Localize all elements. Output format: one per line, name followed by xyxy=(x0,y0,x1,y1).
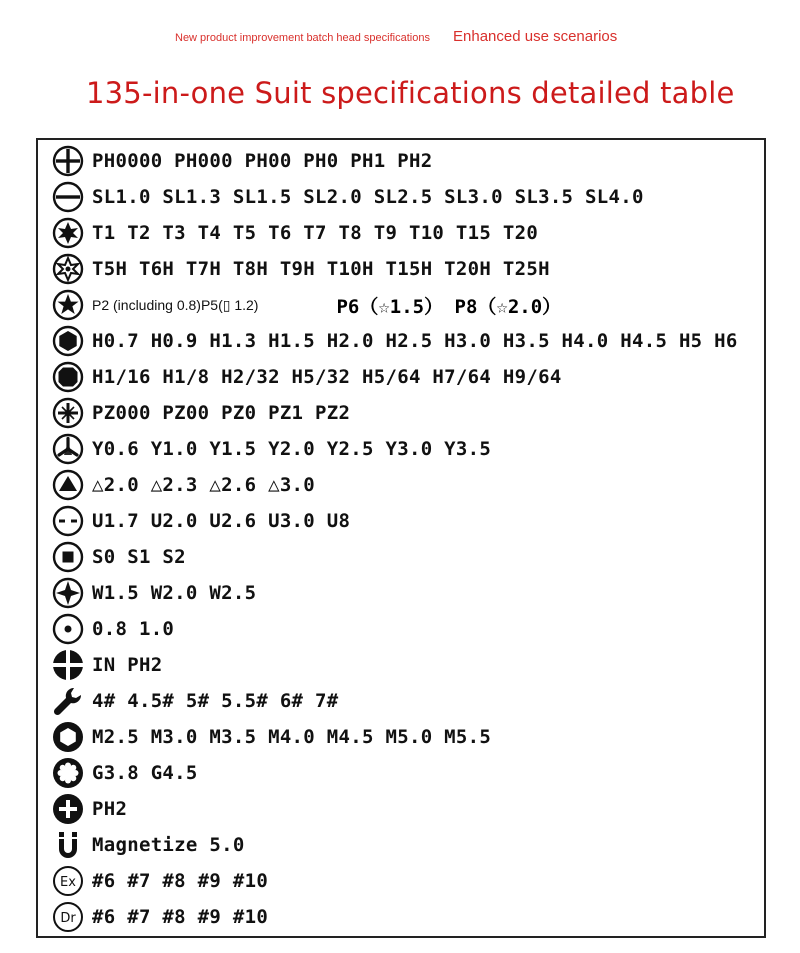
spec-row-slotted xyxy=(52,180,644,214)
spec-text: W1.5 W2.0 W2.5 xyxy=(92,582,257,604)
cross-wing-icon xyxy=(52,577,84,609)
spec-text: H1/16 H1/8 H2/32 H5/32 H5/64 H7/64 H9/64 xyxy=(92,366,562,388)
svg-text:Dr: Dr xyxy=(60,911,76,926)
spec-row-torx-security xyxy=(52,252,550,286)
spec-row-torx xyxy=(52,216,538,250)
torx-security-icon xyxy=(52,253,84,285)
spec-text: △2.0 △2.3 △2.6 △3.0 xyxy=(92,474,316,496)
spec-text: P2 (including 0.8)P5(▯ 1.2) xyxy=(92,296,259,313)
solid-cross-icon xyxy=(52,793,84,825)
spec-text: H0.7 H0.9 H1.3 H1.5 H2.0 H2.5 H3.0 H3.5 H4.0 H4.5 H5 H6 xyxy=(92,330,738,352)
spec-text: PH0000 PH000 PH00 PH0 PH1 PH2 xyxy=(92,150,433,172)
pin-icon xyxy=(52,613,84,645)
spec-text: #6 #7 #8 #9 #10 xyxy=(92,906,269,928)
spec-row-triangle xyxy=(52,468,315,502)
spec-text: Magnetize 5.0 xyxy=(92,834,245,856)
gear-socket-icon xyxy=(52,757,84,789)
spec-row-magnet xyxy=(52,828,245,862)
pentalobe-icon xyxy=(52,289,84,321)
spec-row-drill xyxy=(52,900,268,934)
spec-text: 4# 4.5# 5# 5.5# 6# 7# xyxy=(92,690,339,712)
spec-text: IN PH2 xyxy=(92,654,163,676)
torx-icon xyxy=(52,217,84,249)
svg-text:Ex: Ex xyxy=(60,875,76,890)
spec-text: #6 #7 #8 #9 #10 xyxy=(92,870,269,892)
spec-text: G3.8 G4.5 xyxy=(92,762,198,784)
spec-row-gear-socket xyxy=(52,756,198,790)
spec-row-cross-wing xyxy=(52,576,256,610)
spec-row-pozidriv xyxy=(52,396,350,430)
spec-text: PZ000 PZ00 PZ0 PZ1 PZ2 xyxy=(92,402,351,424)
spec-text: U1.7 U2.0 U2.6 U3.0 U8 xyxy=(92,510,351,532)
hex-icon xyxy=(52,325,84,357)
spec-text: S0 S1 S2 xyxy=(92,546,186,568)
spec-row-wrench xyxy=(52,684,339,718)
spec-row-phillips xyxy=(52,144,432,178)
spec-text: M2.5 M3.0 M3.5 M4.0 M4.5 M5.0 M5.5 xyxy=(92,726,492,748)
spec-row-u-shape xyxy=(52,504,350,538)
spec-row-in-phillips xyxy=(52,648,162,682)
square-icon xyxy=(52,541,84,573)
spec-row-hex-socket xyxy=(52,720,491,754)
spec-row-pentalobe xyxy=(52,288,561,322)
spec-row-hex-inch xyxy=(52,360,562,394)
hex-inch-icon xyxy=(52,361,84,393)
magnet-icon xyxy=(52,829,84,861)
spec-row-tri-wing xyxy=(52,432,491,466)
tab-use-scenarios[interactable]: Enhanced use scenarios xyxy=(453,28,618,45)
tab-batch-head-specs[interactable]: New product improvement batch head specifications xyxy=(175,32,430,44)
wrench-icon xyxy=(52,685,84,717)
spec-table xyxy=(36,138,766,938)
hex-socket-icon xyxy=(52,721,84,753)
spec-text: Y0.6 Y1.0 Y1.5 Y2.0 Y2.5 Y3.0 Y3.5 xyxy=(92,438,492,460)
spec-text: T1 T2 T3 T4 T5 T6 T7 T8 T9 T10 T15 T20 xyxy=(92,222,539,244)
spec-row-square xyxy=(52,540,186,574)
triangle-icon xyxy=(52,469,84,501)
spec-row-pin xyxy=(52,612,174,646)
drill-icon xyxy=(52,901,84,933)
spec-text-extra: P6（☆1.5） P8（☆2.0） xyxy=(336,295,562,318)
spec-text: 0.8 1.0 xyxy=(92,618,175,640)
in-phillips-icon xyxy=(52,649,84,681)
spec-row-extractor xyxy=(52,864,268,898)
u-shape-icon xyxy=(52,505,84,537)
spec-row-hex xyxy=(52,324,738,358)
page-title: 135-in-one Suit specifications detailed table xyxy=(86,76,735,110)
tri-wing-icon xyxy=(52,433,84,465)
phillips-icon xyxy=(52,145,84,177)
spec-text: SL1.0 SL1.3 SL1.5 SL2.0 SL2.5 SL3.0 SL3.5 SL4.0 xyxy=(92,186,644,208)
tab-bar xyxy=(0,26,800,50)
spec-text: PH2 xyxy=(92,798,128,820)
spec-row-solid-cross xyxy=(52,792,127,826)
extractor-icon xyxy=(52,865,84,897)
slotted-icon xyxy=(52,181,84,213)
spec-text: T5H T6H T7H T8H T9H T10H T15H T20H T25H xyxy=(92,258,550,280)
pozidriv-icon xyxy=(52,397,84,429)
